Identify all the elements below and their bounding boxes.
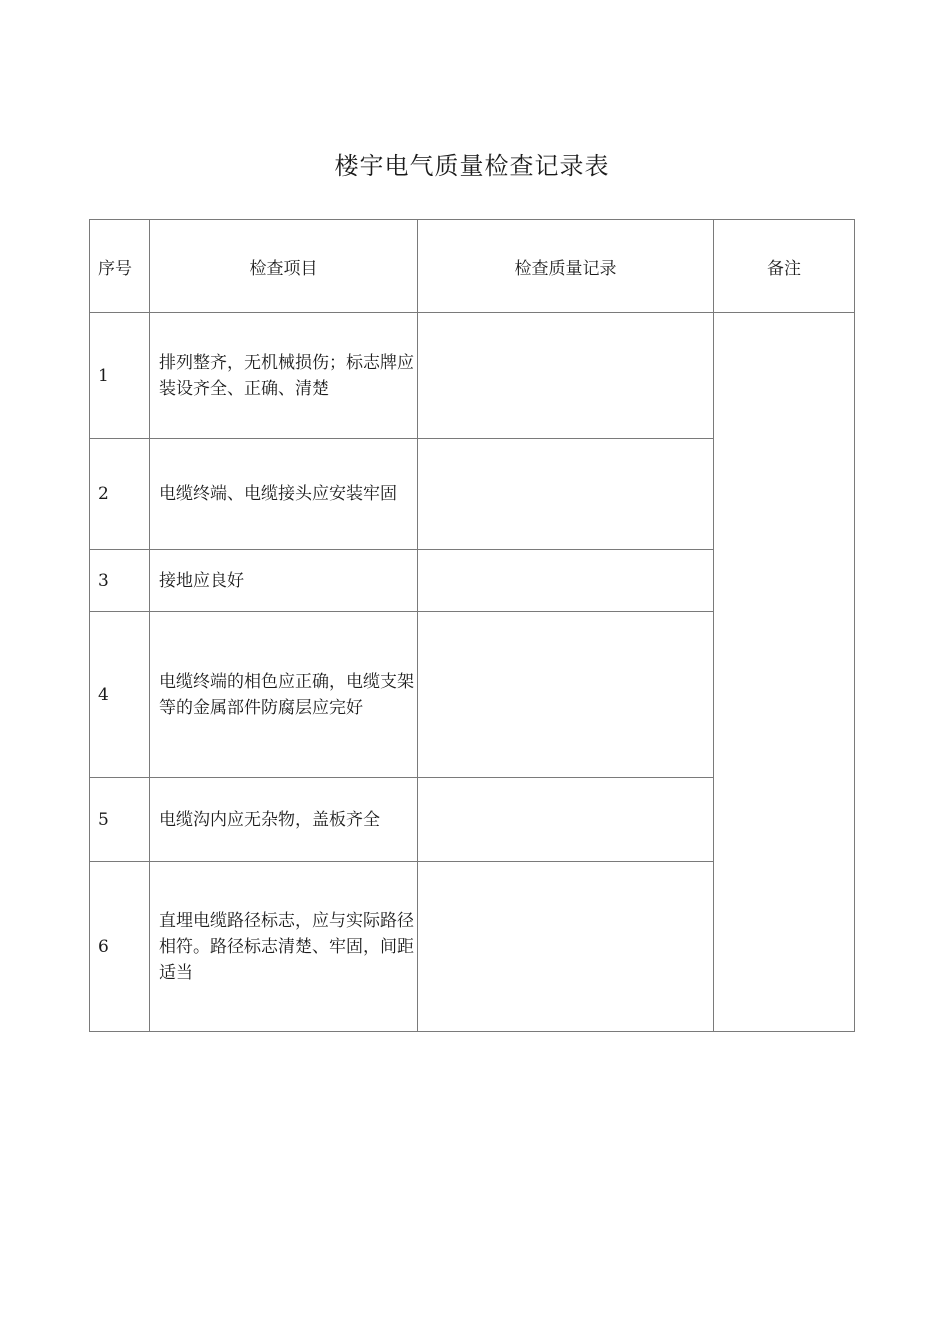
row-quality-record-cell[interactable] <box>418 612 714 778</box>
row-seq: 6 <box>90 862 150 1032</box>
row-quality-record-cell[interactable] <box>418 550 714 612</box>
row-inspection-item: 排列整齐，无机械损伤；标志牌应装设齐全、正确、清楚 <box>150 313 418 439</box>
header-inspection-item: 检查项目 <box>150 220 418 313</box>
header-remark: 备注 <box>714 220 855 313</box>
header-quality-record: 检查质量记录 <box>418 220 714 313</box>
table-row <box>90 313 855 439</box>
row-inspection-item: 电缆终端、电缆接头应安装牢固 <box>150 439 418 550</box>
quality-inspection-table <box>89 219 855 1032</box>
header-seq: 序号 <box>90 220 150 313</box>
table-header-row <box>90 220 855 313</box>
row-seq: 3 <box>90 550 150 612</box>
row-inspection-item: 直埋电缆路径标志，应与实际路径相符。路径标志清楚、牢固，间距适当 <box>150 862 418 1032</box>
remark-cell[interactable] <box>714 313 855 1032</box>
row-inspection-item: 电缆终端的相色应正确，电缆支架等的金属部件防腐层应完好 <box>150 612 418 778</box>
row-quality-record-cell[interactable] <box>418 778 714 862</box>
row-seq: 5 <box>90 778 150 862</box>
row-inspection-item: 电缆沟内应无杂物，盖板齐全 <box>150 778 418 862</box>
row-seq: 2 <box>90 439 150 550</box>
row-seq: 1 <box>90 313 150 439</box>
row-inspection-item: 接地应良好 <box>150 550 418 612</box>
row-quality-record-cell[interactable] <box>418 439 714 550</box>
row-seq: 4 <box>90 612 150 778</box>
row-quality-record-cell[interactable] <box>418 313 714 439</box>
row-quality-record-cell[interactable] <box>418 862 714 1032</box>
document-title: 楼宇电气质量检查记录表 <box>334 152 610 180</box>
